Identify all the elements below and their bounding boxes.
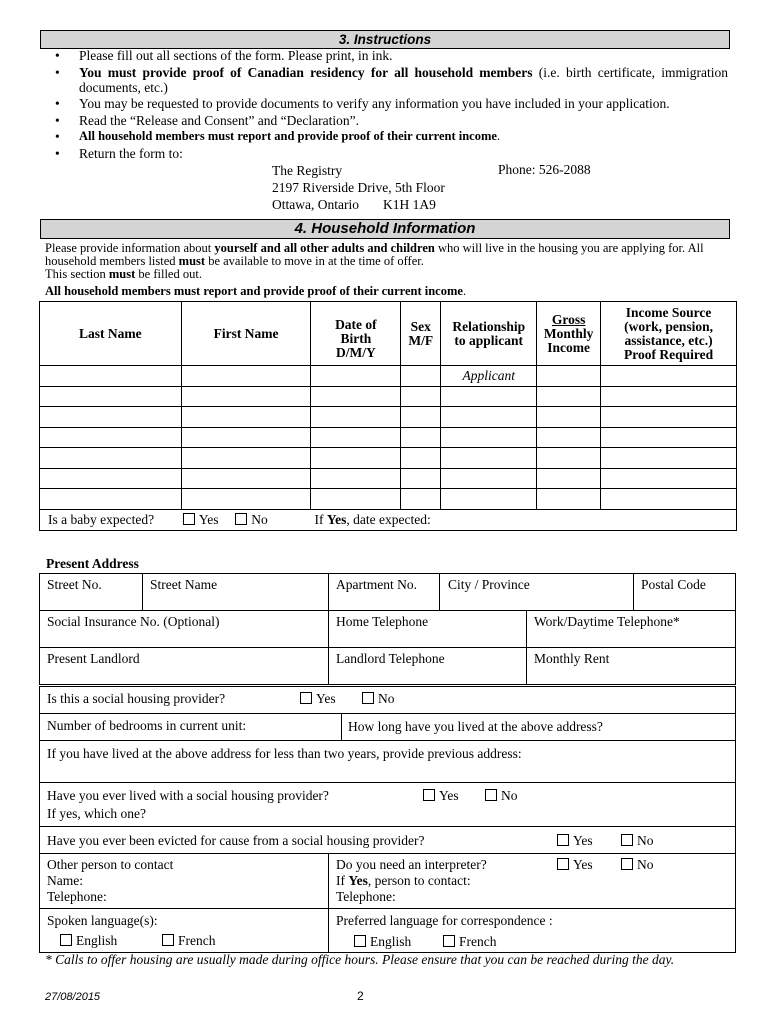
lived-social-no-checkbox[interactable] [485,789,497,801]
household-income-note: All household members must report and provide proof of their current income. [45,284,467,298]
preferred-french-checkbox[interactable] [443,935,455,947]
baby-expected-row: Is a baby expected? Yes No If Yes, date expected: [40,509,737,530]
street-name-field[interactable]: Street Name [150,577,218,592]
instruction-item: • Read the “Release and Consent” and “Declaration”. [55,112,359,128]
registry-address: The Registry 2197 Riverside Drive, 5th Floor Ottawa, Ontario K1H 1A9 [272,163,445,212]
social-no-checkbox[interactable] [362,692,374,704]
landlord-telephone-field[interactable]: Landlord Telephone [336,651,445,666]
work-telephone-field[interactable]: Work/Daytime Telephone* [534,614,680,629]
baby-no-checkbox[interactable] [235,513,247,525]
table-row [40,489,737,510]
how-long-field[interactable]: How long have you lived at the above address? [348,719,603,734]
lived-social-yes-checkbox[interactable] [423,789,435,801]
evicted-no-checkbox[interactable] [621,834,633,846]
page-number: 2 [357,989,364,1003]
postal-code-field[interactable]: Postal Code [641,577,706,592]
city-province-field[interactable]: City / Province [448,577,530,592]
home-telephone-field[interactable]: Home Telephone [336,614,429,629]
spoken-language-label: Spoken language(s): [47,913,158,928]
office-hours-note: * Calls to offer housing are usually made during office hours. Please ensure that you can be reached during the day. [45,952,675,967]
applicant-label: Applicant [441,366,537,387]
col-gross-income: Gross Monthly Income [537,302,601,366]
baby-yes-checkbox[interactable] [183,513,195,525]
col-sex: Sex M/F [401,302,441,366]
present-landlord-field[interactable]: Present Landlord [47,651,140,666]
street-no-field[interactable]: Street No. [47,577,102,592]
instruction-item: • Return the form to: [55,145,183,161]
social-housing-question: Is this a social housing provider? [47,691,226,706]
col-dob: Date of Birth D/M/Y [311,302,401,366]
instruction-item: • Please fill out all sections of the form. Please print, in ink. [55,48,393,63]
preferred-language-label: Preferred language for correspondence : [336,913,553,928]
table-row [40,448,737,469]
spoken-english-checkbox[interactable] [60,934,72,946]
sin-field[interactable]: Social Insurance No. (Optional) [47,614,220,629]
apartment-no-field[interactable]: Apartment No. [336,577,417,592]
monthly-rent-field[interactable]: Monthly Rent [534,651,610,666]
table-row [40,386,737,407]
other-contact-block[interactable]: Other person to contact Name: Telephone: [47,857,174,904]
table-row [40,407,737,428]
preferred-english-checkbox[interactable] [354,935,366,947]
footer-date: 27/08/2015 [45,991,101,1003]
evicted-question: Have you ever been evicted for cause from a social housing provider? [47,833,425,848]
present-address-title: Present Address [46,556,139,571]
col-first-name: First Name [181,302,311,366]
instruction-item: • All household members must report and provide proof of their current income. [55,129,501,144]
spoken-french-checkbox[interactable] [162,934,174,946]
table-row [40,366,737,387]
bedrooms-field[interactable]: Number of bedrooms in current unit: [47,718,247,733]
col-income-source: Income Source (work, pension, assistance, etc.) Proof Required [601,302,737,366]
instruction-item: • You must provide proof of Canadian residency for all household members (i.e. birth certificate, immigration documents, etc.) [55,64,729,95]
instructions-header: 3. Instructions [40,30,730,49]
col-last-name: Last Name [40,302,182,366]
table-row [40,468,737,489]
col-relationship: Relationship to applicant [441,302,537,366]
household-table-header [40,302,737,366]
interpreter-block: Do you need an interpreter? If Yes, person to contact: Telephone: [336,857,487,904]
instructions-list [52,48,728,162]
household-table [39,301,737,531]
household-intro: Please provide information about yourself and all other adults and children who will live in the housing you are applying for. All household members listed must be available to move in at the time of offer. This section must be filled out. [45,241,704,281]
table-row [40,427,737,448]
which-one-field[interactable]: If yes, which one? [47,806,146,821]
lived-social-question: Have you ever lived with a social housing provider? [47,788,329,803]
social-yes-checkbox[interactable] [300,692,312,704]
interpreter-no-checkbox[interactable] [621,858,633,870]
household-header: 4. Household Information [40,219,730,239]
interpreter-yes-checkbox[interactable] [557,858,569,870]
previous-address-field[interactable]: If you have lived at the above address for less than two years, provide previous address: [47,746,522,761]
instruction-item: • You may be requested to provide documents to verify any information you have included in your application. [55,96,670,111]
registry-phone: Phone: 526-2088 [498,162,591,177]
evicted-yes-checkbox[interactable] [557,834,569,846]
